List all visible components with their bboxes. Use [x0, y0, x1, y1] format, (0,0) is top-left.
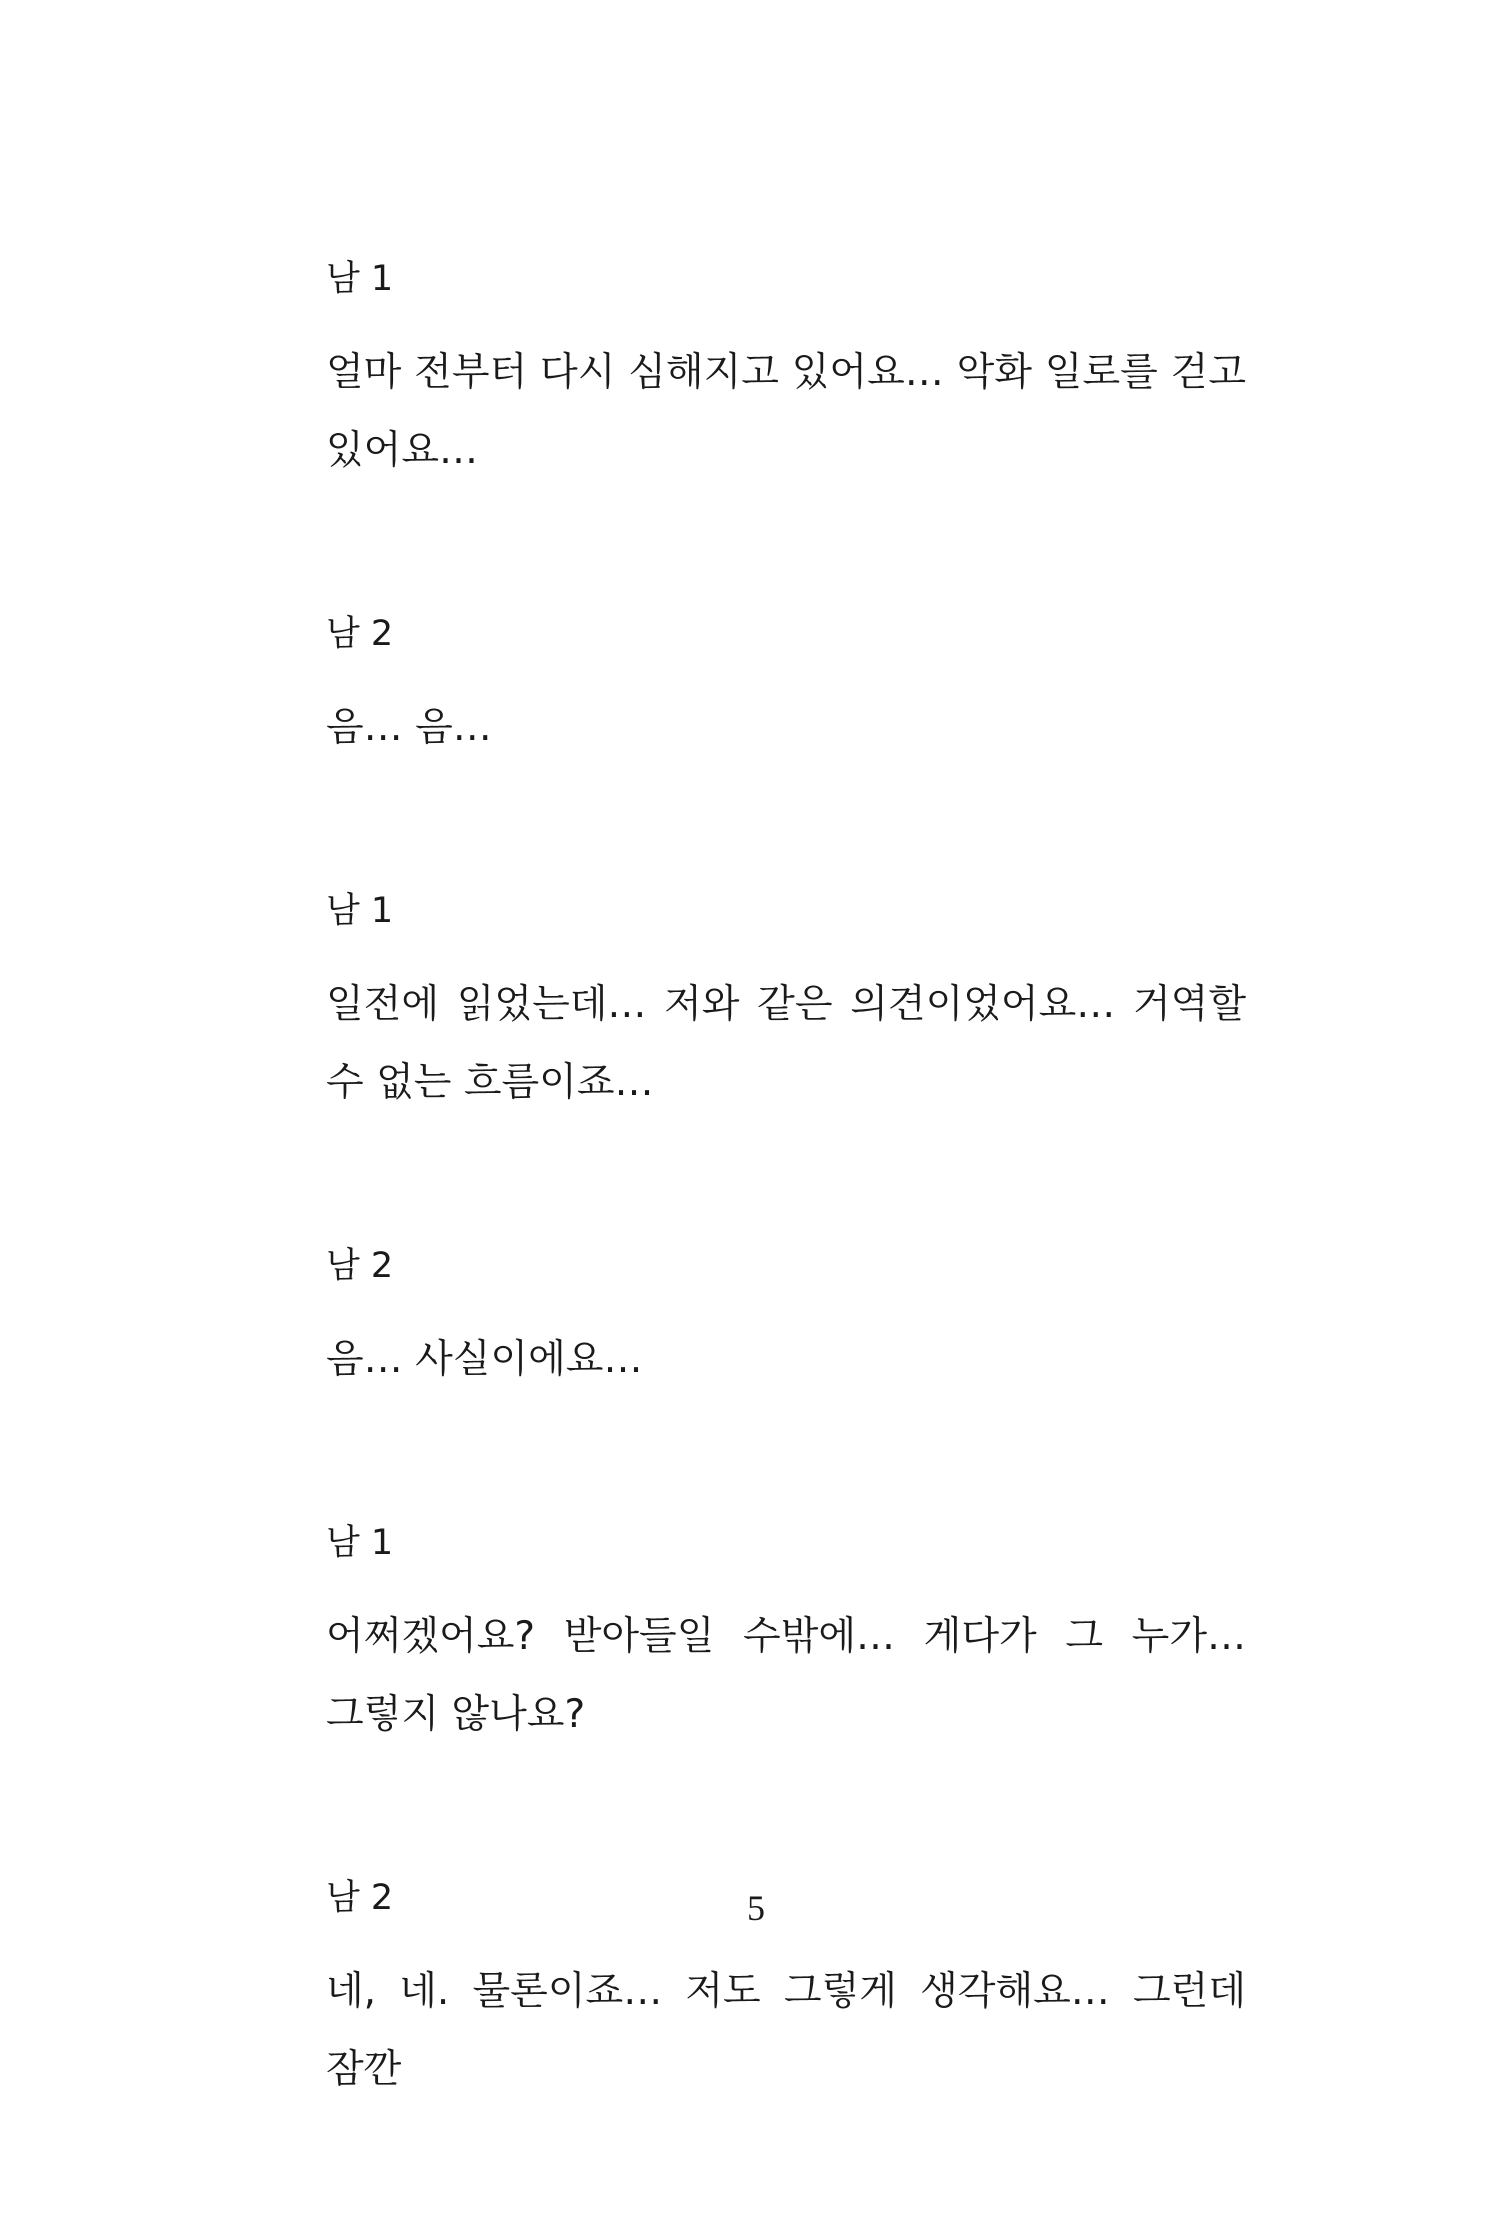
dialogue-line: 일전에 읽었는데… 저와 같은 의견이었어요… 거역할 수 없는 흐름이죠… [326, 982, 1246, 1105]
dialogue-block [326, 1516, 1246, 1754]
speaker-label: 남 1 [326, 259, 394, 299]
dialogue-block [326, 252, 1246, 490]
speaker-label: 남 1 [326, 891, 394, 931]
dialogue-line: 얼마 전부터 다시 심해지고 있어요… 악화 일로를 걷고 있어요… [326, 350, 1246, 473]
dialogue-section [326, 252, 1246, 2226]
speaker-label: 남 1 [326, 1523, 394, 1563]
dialogue-line: 음… 사실이에요… [326, 1337, 643, 1382]
dialogue-line: 네, 네. 물론이죠… 저도 그렇게 생각해요… 그런데 잠깐 [326, 1969, 1246, 2092]
page-number: 5 [747, 1888, 765, 1928]
dialogue-block [326, 607, 1246, 767]
dialogue-line: 어쩌겠어요? 받아들일 수밖에… 게다가 그 누가… 그렇지 않나요? [326, 1614, 1246, 1737]
speaker-label: 남 2 [326, 614, 394, 654]
speaker-label: 남 2 [326, 1246, 394, 1286]
dialogue-block [326, 884, 1246, 1122]
dialogue-line: 음… 음… [326, 705, 492, 750]
dialogue-block [326, 1239, 1246, 1399]
speaker-label: 남 2 [326, 1878, 394, 1918]
